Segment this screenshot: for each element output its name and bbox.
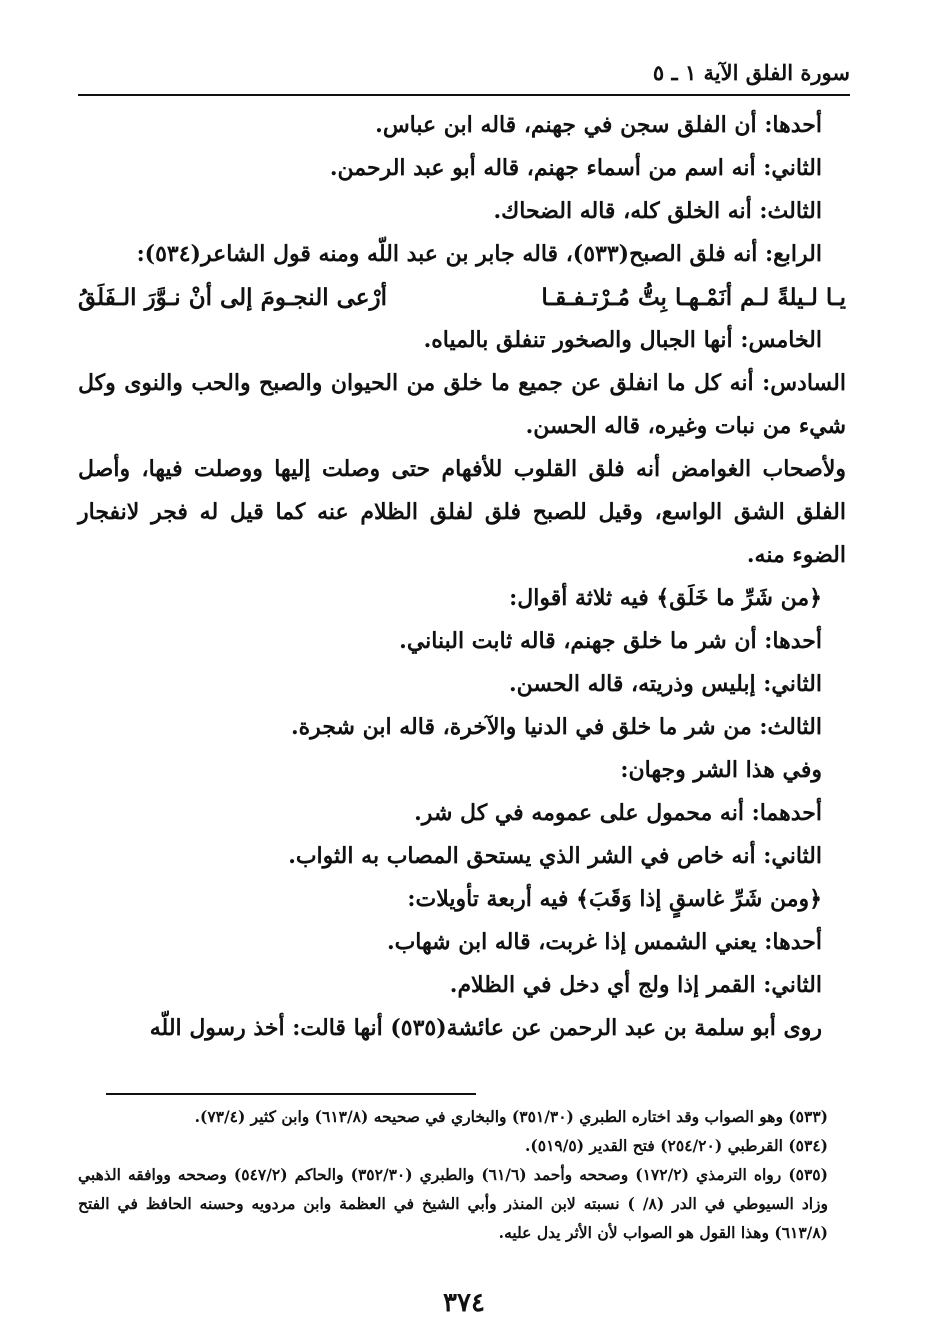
text-paragraph: ولأصحاب الغوامض أنه فلق القلوب للأفهام حتى وصلت إليها ووصلت فيها، وأصل الفلق الشق الواسع، وقيل للصبح فلق لفلق الظلام عنه كما قيل له فجر لانفجار الضوء منه. bbox=[78, 456, 846, 568]
text-line: الخامس: أنها الجبال والصخور تنفلق بالمياه. bbox=[423, 327, 822, 353]
running-header bbox=[78, 58, 850, 96]
footnote-separator bbox=[106, 1093, 476, 1095]
footnotes bbox=[78, 1102, 828, 1247]
text-line: الثاني: أنه اسم من أسماء جهنم، قاله أبو عبد الرحمن. bbox=[329, 155, 822, 181]
text-line: الثالث: من شر ما خلق في الدنيا والآخرة، قاله ابن شجرة. bbox=[291, 714, 822, 740]
text-line: الرابع: أنه فلق الصبح(٥٣٣)، قاله جابر بن عبد اللّه ومنه قول الشاعر(٥٣٤): bbox=[136, 241, 822, 267]
text-line: أحدها: أن شر ما خلق جهنم، قاله ثابت البناني. bbox=[399, 628, 822, 654]
footnote: (٥٣٣) وهو الصواب وقد اختاره الطبري (٣٥١/٣٠) والبخاري في صحيحه (٦١٣/٨) وابن كثير (٧٣/٤). bbox=[194, 1107, 828, 1126]
text-line: روى أبو سلمة بن عبد الرحمن عن عائشة(٥٣٥) أنها قالت: أخذ رسول اللّه bbox=[149, 1015, 822, 1041]
text-line: الثاني: إبليس وذريته، قاله الحسن. bbox=[508, 671, 822, 697]
quran-quote: ﴿من شَرِّ ما خَلَق﴾ فيه ثلاثة أقوال: bbox=[509, 585, 822, 611]
quran-quote: ﴿ومن شَرِّ غاسقٍ إذا وَقَبَ﴾ فيه أربعة تأويلات: bbox=[407, 886, 822, 912]
verse-hemistich-second: أرْعى النجـومَ إلى أنْ نـوَّرَ الـفَلَقُ bbox=[78, 284, 388, 311]
text-line: الثاني: القمر إذا ولج أي دخل في الظلام. bbox=[449, 972, 822, 998]
text-line: وفي هذا الشر وجهان: bbox=[620, 757, 822, 783]
text-line: أحدها: أن الفلق سجن في جهنم، قاله ابن عباس. bbox=[375, 112, 822, 138]
page-number: ٣٧٤ bbox=[443, 1288, 485, 1318]
header-title: سورة الفلق الآية ١ ـ ٥ bbox=[652, 60, 850, 85]
poetry-verse bbox=[78, 276, 846, 319]
text-line: الثاني: أنه خاص في الشر الذي يستحق المصاب به الثواب. bbox=[288, 843, 822, 869]
main-text bbox=[78, 104, 846, 1050]
text-line: أحدهما: أنه محمول على عمومه في كل شر. bbox=[414, 800, 822, 826]
footnote: (٥٣٥) رواه الترمذي (١٧٢/٢) وصححه وأحمد (٦١/٦) والطبري (٣٥٢/٣٠) والحاكم (٥٤٧/٢) وصححه ووافقه الذهبي وزاد السيوطي في الدر (٨/ ) نسبته لابن المنذر وأبي الشيخ في العظمة وابن مردويه وحسنه الحافظ في الفتح (٦١٣/٨) وهذا القول هو الصواب لأن الأثر يدل عليه. bbox=[78, 1165, 828, 1242]
footnote: (٥٣٤) القرطبي (٢٥٤/٢٠) فتح القدير (٥١٩/٥). bbox=[525, 1136, 828, 1155]
text-line: أحدها: يعني الشمس إذا غربت، قاله ابن شهاب. bbox=[386, 929, 822, 955]
verse-hemistich-first: يـا لـيلةً لـم أنَمْـهـا بِتُّ مُـرْتـفـقـا bbox=[541, 284, 846, 311]
text-line: الثالث: أنه الخلق كله، قاله الضحاك. bbox=[493, 198, 822, 224]
text-paragraph: السادس: أنه كل ما انفلق عن جميع ما خلق من الحيوان والصبح والحب والنوى وكل شيء من نبات وغيره، قاله الحسن. bbox=[78, 370, 846, 439]
